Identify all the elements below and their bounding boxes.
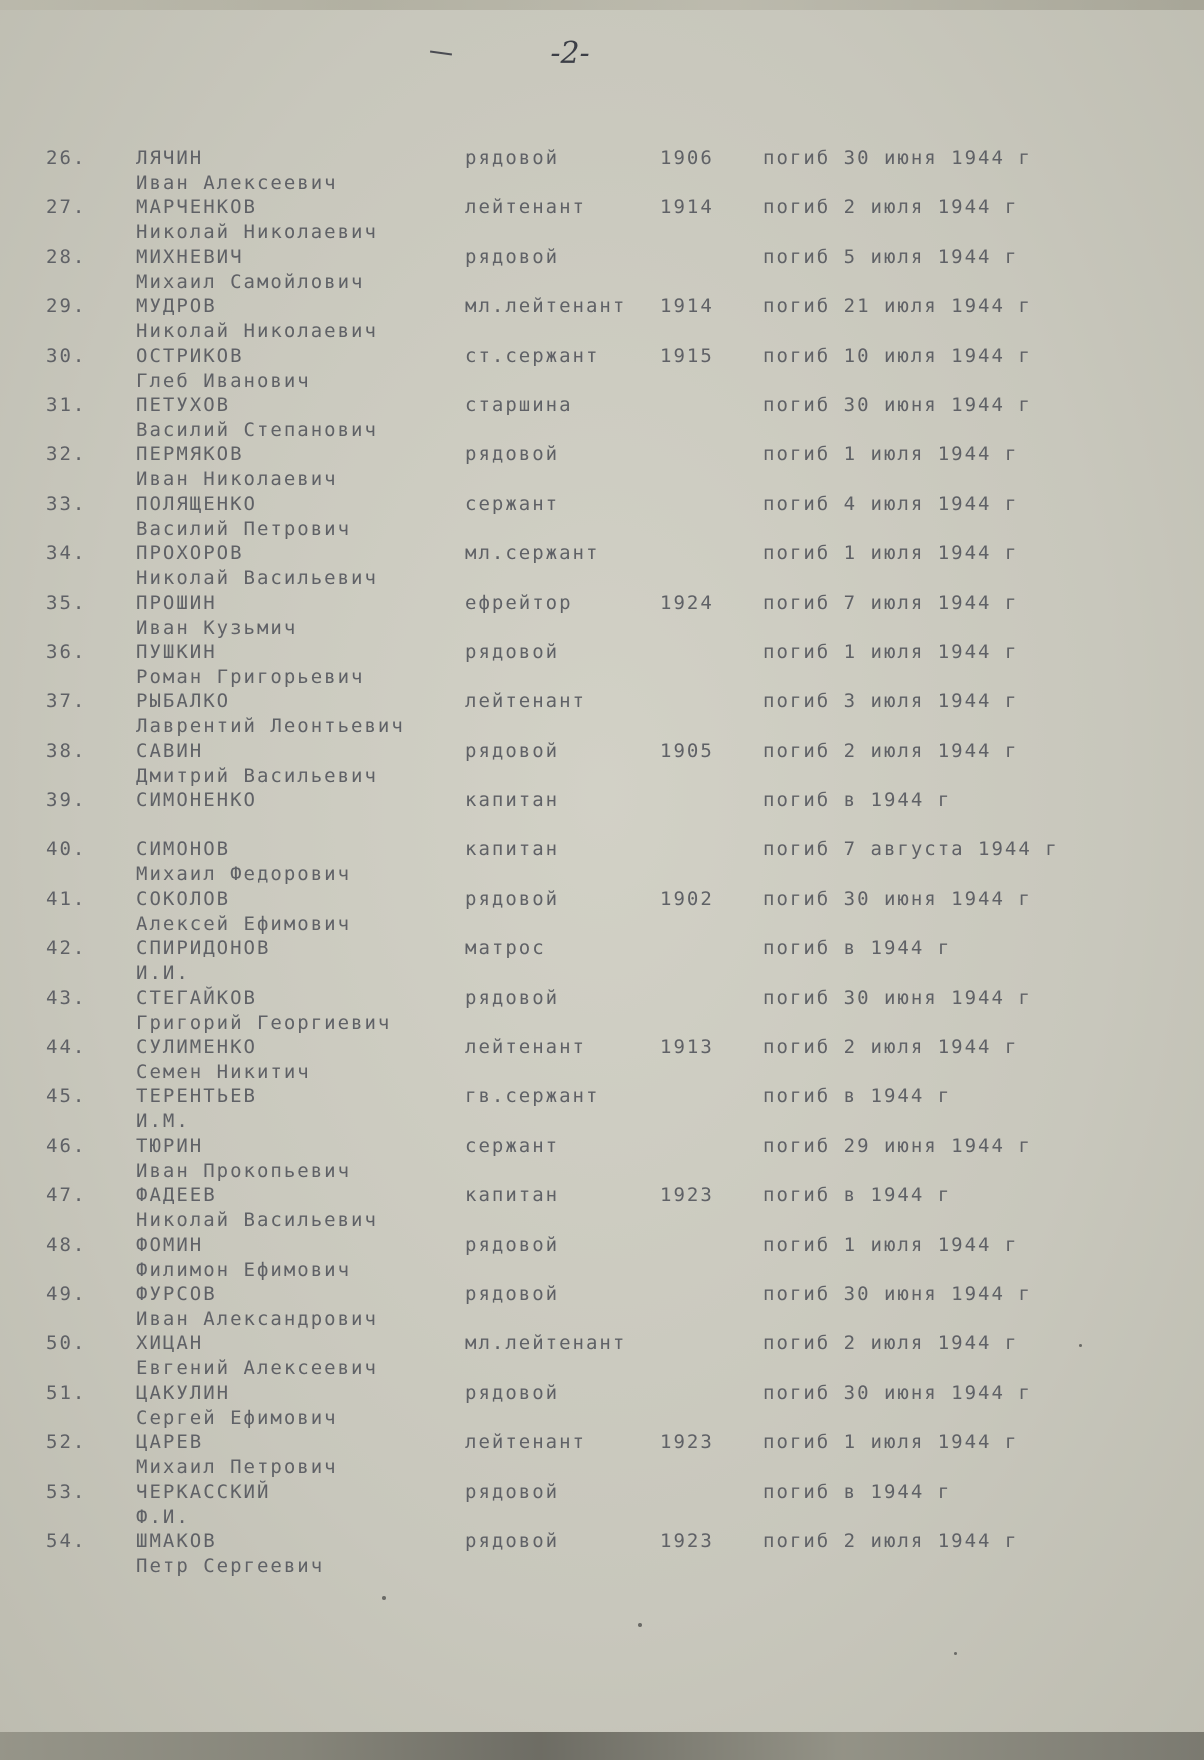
- entry-number: 46.: [46, 1134, 87, 1157]
- entry-number: 45.: [46, 1085, 87, 1108]
- entry-surname: ЦАРЕВ: [136, 1431, 204, 1454]
- list-item: [0, 245, 1204, 294]
- entry-rank: лейтенант: [465, 690, 586, 713]
- entry-number: 42.: [46, 937, 87, 960]
- entry-surname: СИМОНОВ: [136, 838, 231, 861]
- entry-rank: рядовой: [465, 887, 560, 910]
- entry-birth-year: 1924: [660, 591, 714, 614]
- entry-given-name: Николай Николаевич: [136, 221, 378, 244]
- entry-given-name: Глеб Иванович: [136, 369, 311, 392]
- list-item: [0, 837, 1204, 886]
- entry-birth-year: 1914: [660, 295, 714, 318]
- entry-surname: ФОМИН: [136, 1233, 204, 1256]
- entry-fate: погиб в 1944 г: [763, 1085, 952, 1108]
- entry-surname: ПОЛЯЩЕНКО: [136, 492, 257, 515]
- entry-given-name: Петр Сергеевич: [136, 1554, 325, 1577]
- entry-surname: МАРЧЕНКОВ: [136, 196, 257, 219]
- entry-surname: ОСТРИКОВ: [136, 344, 244, 367]
- entry-number: 27.: [46, 196, 87, 219]
- entry-given-name: Дмитрий Васильевич: [136, 764, 378, 787]
- entry-rank: рядовой: [465, 986, 560, 1009]
- entry-surname: ЦАКУЛИН: [136, 1381, 231, 1404]
- entry-number: 32.: [46, 443, 87, 466]
- list-item: [0, 640, 1204, 689]
- entry-given-name: Василий Петрович: [136, 517, 352, 540]
- entry-fate: погиб 30 июня 1944 г: [763, 887, 1032, 910]
- entry-surname: РЫБАЛКО: [136, 690, 231, 713]
- entry-surname: ПЕТУХОВ: [136, 393, 231, 416]
- entry-rank: капитан: [465, 1184, 560, 1207]
- page-number: -2-: [550, 36, 590, 71]
- entry-number: 30.: [46, 344, 87, 367]
- entry-number: 47.: [46, 1184, 87, 1207]
- list-item: [0, 541, 1204, 590]
- list-item: [0, 442, 1204, 491]
- paper-bottom-edge: [0, 1732, 1204, 1760]
- entry-number: 49.: [46, 1282, 87, 1305]
- pen-mark: [430, 50, 452, 55]
- entry-birth-year: 1923: [660, 1529, 714, 1552]
- entry-surname: СИМОНЕНКО: [136, 789, 257, 812]
- paper-speck: [382, 1596, 386, 1600]
- list-item: [0, 146, 1204, 195]
- entry-given-name: Алексей Ефимович: [136, 912, 352, 935]
- entry-given-name: Ф.И.: [136, 1505, 190, 1528]
- entry-surname: СУЛИМЕНКО: [136, 1036, 257, 1059]
- entry-fate: погиб 30 июня 1944 г: [763, 147, 1032, 169]
- entry-surname: МИХНЕВИЧ: [136, 245, 244, 268]
- entry-number: 41.: [46, 887, 87, 910]
- entry-fate: погиб 7 августа 1944 г: [763, 838, 1059, 861]
- entry-surname: ТЮРИН: [136, 1134, 204, 1157]
- entry-rank: рядовой: [465, 245, 560, 268]
- list-item: [0, 1084, 1204, 1133]
- paper-speck: [638, 1623, 642, 1627]
- list-item: [0, 1035, 1204, 1084]
- entry-number: 28.: [46, 245, 87, 268]
- entry-birth-year: 1923: [660, 1431, 714, 1454]
- entry-fate: погиб 30 июня 1944 г: [763, 1381, 1032, 1404]
- entry-number: 40.: [46, 838, 87, 861]
- list-item: [0, 936, 1204, 985]
- entry-fate: погиб 1 июля 1944 г: [763, 1431, 1019, 1454]
- entry-surname: ПЕРМЯКОВ: [136, 443, 244, 466]
- list-item: [0, 1331, 1204, 1380]
- list-item: [0, 591, 1204, 640]
- entry-fate: погиб 21 июля 1944 г: [763, 295, 1032, 318]
- list-item: [0, 986, 1204, 1035]
- paper-speck: [1079, 1344, 1082, 1347]
- entry-birth-year: 1913: [660, 1036, 714, 1059]
- entry-given-name: Лаврентий Леонтьевич: [136, 715, 405, 738]
- entry-surname: ШМАКОВ: [136, 1529, 217, 1552]
- entry-rank: сержант: [465, 492, 560, 515]
- list-item: [0, 1134, 1204, 1183]
- entry-birth-year: 1915: [660, 344, 714, 367]
- entry-given-name: Евгений Алексеевич: [136, 1357, 378, 1380]
- entry-given-name: Иван Прокопьевич: [136, 1159, 352, 1182]
- entry-given-name: Василий Степанович: [136, 418, 378, 441]
- entry-number: 54.: [46, 1529, 87, 1552]
- entry-surname: СТЕГАЙКОВ: [136, 986, 257, 1009]
- entry-surname: САВИН: [136, 739, 204, 762]
- entry-fate: погиб 2 июля 1944 г: [763, 1036, 1019, 1059]
- entry-given-name: Григорий Георгиевич: [136, 1011, 392, 1034]
- entry-number: 53.: [46, 1480, 87, 1503]
- entry-given-name: Николай Васильевич: [136, 567, 378, 590]
- entry-fate: погиб 10 июля 1944 г: [763, 344, 1032, 367]
- entry-number: 48.: [46, 1233, 87, 1256]
- entry-fate: погиб 30 июня 1944 г: [763, 393, 1032, 416]
- list-item: [0, 1529, 1204, 1578]
- entry-number: 26.: [46, 147, 87, 169]
- entry-fate: погиб 2 июля 1944 г: [763, 196, 1019, 219]
- entry-fate: погиб 4 июля 1944 г: [763, 492, 1019, 515]
- entry-given-name: Семен Никитич: [136, 1061, 311, 1084]
- list-item: [0, 344, 1204, 393]
- entry-rank: лейтенант: [465, 1036, 586, 1059]
- entry-surname: ЛЯЧИН: [136, 147, 204, 169]
- entry-fate: погиб 1 июля 1944 г: [763, 640, 1019, 663]
- entry-birth-year: 1923: [660, 1184, 714, 1207]
- entry-given-name: Иван Алексеевич: [136, 172, 338, 194]
- list-item: [0, 1233, 1204, 1282]
- entry-surname: ПРОХОРОВ: [136, 542, 244, 565]
- entry-number: 31.: [46, 393, 87, 416]
- entry-fate: погиб в 1944 г: [763, 1184, 952, 1207]
- list-item: [0, 689, 1204, 738]
- entry-fate: погиб 1 июля 1944 г: [763, 542, 1019, 565]
- entry-surname: ЧЕРКАССКИЙ: [136, 1480, 271, 1503]
- entry-given-name: Николай Николаевич: [136, 320, 378, 343]
- list-item: [0, 1282, 1204, 1331]
- entry-number: 29.: [46, 295, 87, 318]
- entry-fate: погиб в 1944 г: [763, 1480, 952, 1503]
- list-item: [0, 739, 1204, 788]
- entry-fate: погиб 2 июля 1944 г: [763, 1332, 1019, 1355]
- entry-number: 51.: [46, 1381, 87, 1404]
- entry-number: 39.: [46, 789, 87, 812]
- entry-number: 44.: [46, 1036, 87, 1059]
- casualty-list: [0, 146, 1204, 1578]
- entry-given-name: Сергей Ефимович: [136, 1406, 338, 1429]
- entry-rank: матрос: [465, 937, 546, 960]
- entry-given-name: Михаил Самойлович: [136, 270, 365, 293]
- entry-rank: рядовой: [465, 147, 560, 169]
- list-item: [0, 1183, 1204, 1232]
- list-item: [0, 294, 1204, 343]
- entry-rank: рядовой: [465, 1529, 560, 1552]
- entry-rank: рядовой: [465, 1480, 560, 1503]
- entry-birth-year: 1905: [660, 739, 714, 762]
- entry-rank: ст.сержант: [465, 344, 600, 367]
- entry-fate: погиб 1 июля 1944 г: [763, 1233, 1019, 1256]
- entry-rank: рядовой: [465, 443, 560, 466]
- entry-number: 33.: [46, 492, 87, 515]
- paper-top-edge: [0, 0, 1204, 10]
- list-item: [0, 788, 1204, 837]
- list-item: [0, 887, 1204, 936]
- list-item: [0, 1381, 1204, 1430]
- entry-surname: СОКОЛОВ: [136, 887, 231, 910]
- entry-fate: погиб 3 июля 1944 г: [763, 690, 1019, 713]
- entry-fate: погиб 1 июля 1944 г: [763, 443, 1019, 466]
- entry-rank: рядовой: [465, 1282, 560, 1305]
- entry-surname: МУДРОВ: [136, 295, 217, 318]
- entry-given-name: Михаил Федорович: [136, 863, 352, 886]
- entry-number: 36.: [46, 640, 87, 663]
- entry-given-name: Николай Васильевич: [136, 1209, 378, 1232]
- entry-rank: гв.сержант: [465, 1085, 600, 1108]
- entry-number: 50.: [46, 1332, 87, 1355]
- entry-number: 38.: [46, 739, 87, 762]
- entry-given-name: Иван Николаевич: [136, 468, 338, 491]
- list-item: [0, 393, 1204, 442]
- entry-surname: ФУРСОВ: [136, 1282, 217, 1305]
- entry-rank: рядовой: [465, 1233, 560, 1256]
- entry-fate: погиб 30 июня 1944 г: [763, 986, 1032, 1009]
- entry-surname: ФАДЕЕВ: [136, 1184, 217, 1207]
- entry-rank: капитан: [465, 838, 560, 861]
- entry-fate: погиб 5 июля 1944 г: [763, 245, 1019, 268]
- entry-birth-year: 1902: [660, 887, 714, 910]
- entry-given-name: Роман Григорьевич: [136, 665, 365, 688]
- entry-number: 35.: [46, 591, 87, 614]
- entry-given-name: Иван Александрович: [136, 1307, 378, 1330]
- entry-birth-year: 1906: [660, 147, 714, 169]
- list-item: [0, 1480, 1204, 1529]
- entry-surname: ПУШКИН: [136, 640, 217, 663]
- entry-surname: ПРОШИН: [136, 591, 217, 614]
- entry-fate: погиб 7 июля 1944 г: [763, 591, 1019, 614]
- paper-speck: [954, 1652, 957, 1655]
- entry-fate: погиб 2 июля 1944 г: [763, 1529, 1019, 1552]
- entry-rank: капитан: [465, 789, 560, 812]
- entry-rank: мл.лейтенант: [465, 295, 627, 318]
- entry-rank: рядовой: [465, 640, 560, 663]
- entry-birth-year: 1914: [660, 196, 714, 219]
- entry-number: 37.: [46, 690, 87, 713]
- entry-rank: лейтенант: [465, 196, 586, 219]
- list-item: [0, 1430, 1204, 1479]
- entry-rank: мл.сержант: [465, 542, 600, 565]
- entry-rank: мл.лейтенант: [465, 1332, 627, 1355]
- entry-given-name: Иван Кузьмич: [136, 616, 298, 639]
- entry-number: 52.: [46, 1431, 87, 1454]
- entry-given-name: Михаил Петрович: [136, 1456, 338, 1479]
- entry-surname: ХИЦАН: [136, 1332, 204, 1355]
- entry-number: 43.: [46, 986, 87, 1009]
- list-item: [0, 492, 1204, 541]
- entry-rank: сержант: [465, 1134, 560, 1157]
- entry-fate: погиб в 1944 г: [763, 789, 952, 812]
- entry-rank: старшина: [465, 393, 573, 416]
- entry-rank: рядовой: [465, 1381, 560, 1404]
- entry-surname: СПИРИДОНОВ: [136, 937, 271, 960]
- entry-fate: погиб 30 июня 1944 г: [763, 1282, 1032, 1305]
- entry-number: 34.: [46, 542, 87, 565]
- list-item: [0, 195, 1204, 244]
- entry-rank: лейтенант: [465, 1431, 586, 1454]
- entry-fate: погиб 2 июля 1944 г: [763, 739, 1019, 762]
- entry-given-name: И.М.: [136, 1110, 190, 1133]
- entry-rank: рядовой: [465, 739, 560, 762]
- entry-given-name: И.И.: [136, 962, 190, 985]
- entry-rank: ефрейтор: [465, 591, 573, 614]
- entry-given-name: Филимон Ефимович: [136, 1258, 352, 1281]
- entry-surname: ТЕРЕНТЬЕВ: [136, 1085, 257, 1108]
- entry-fate: погиб в 1944 г: [763, 937, 952, 960]
- entry-fate: погиб 29 июня 1944 г: [763, 1134, 1032, 1157]
